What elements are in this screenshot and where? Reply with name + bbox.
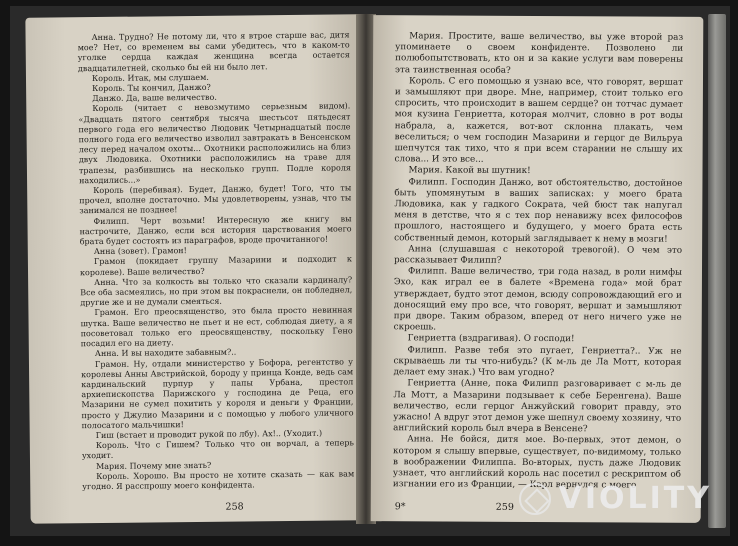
violity-diamond-logo-icon (519, 483, 551, 515)
paragraph: Анна. И вы находите забавным?.. (94, 347, 237, 359)
right-page-text (393, 31, 683, 492)
paragraph: Филипп. Господин Данжо, вот обстоятельство, достойное быть упомянутым в ваших записках: у моего брата Людовика, как у гадкого Сократа, чей бюст так напугал меня в детстве, что я с тех пор ненавижу всех философов прошлого, настоящего и будущего, у моего брата есть собственный демон, который заглядывает к нему в мозги! (394, 176, 683, 245)
paragraph: Анна (слушавшая с некоторой тревогой). О чем это рассказывает Филипп? (394, 244, 683, 266)
paragraph: Король (перебивая). Будет, Данжо, будет! Того, что ты прочел, вполне достаточно. Мы удовлетворены, узнав, что ты занимался не позднее! (79, 183, 352, 216)
paragraph: Анна. Трудно? Не потому ли, что я втрое старше вас, дитя мое? Нет, со временем вы сами убедитесь, что в каком-то уголке сердца каждая женщина всегда остается двадцатилетней, сколько бы ей ни было лет. (77, 30, 350, 73)
paragraph: Грамон. Ну, отдали министерство у Бофора, регентство у королевы Анны Австрийской, бороду у принца Конде, ведь сам кардинальский пурпур у папы Урбана, престол архиепископства Парижского у господина де Реца, его Мазарини не сумел похитить у короля и деньги у Франции, просто у Джулио Мазарини и с помощью у любого уличного полосатого мальчишки! (81, 356, 354, 430)
paragraph: Филипп. Разве тебя это пугает, Генриетта?.. Уж не скрываешь ли ты что-нибудь? (К м-ль де Ла Мотт, которая делает ему знак.) Что вам угодно? (393, 345, 682, 379)
paragraph: Генриетта (Анне, пока Филипп разговаривает с м-ль де Ла Мотт, а Мазарини подзывает к себе Беренгена). Ваше величество, если герцог Анжуйский говорит правду, это ужасно! А вдруг этот демон уже шепнул своему хозяину, что английский король был вчера в Венсене? (393, 378, 682, 435)
page-number: 259 (495, 501, 514, 513)
left-page (25, 14, 362, 523)
paragraph: Грамон (покидает группу Мазарини и подходит к королеве). Ваше величество? (79, 254, 352, 277)
paragraph: Генриетта (вздрагивая). О господи! (407, 333, 575, 345)
watermark (519, 481, 712, 516)
page-number: 258 (225, 501, 244, 513)
paragraph: Мария. Простите, ваше величество, вы уже второй раз упоминаете о своем конфиденте. Позволено ли полюбопытствовать, кто он и за какие услуги вам поверены эта таинственная особа? (395, 31, 684, 76)
paragraph: Филипп. Ваше величество, три года назад, в роли нимфы Эхо, как играл ее в балете «Времена года» мой брат утверждает, будто этот демон, всюду сопровождающий его и доносящий ему про все, что говорят, вершат и замышляют при дворе. Таким образом, вперед от него ничего уже не скроешь. (393, 266, 683, 333)
watermark-text: VIOLITY (558, 481, 712, 516)
signature-mark: 9* (394, 501, 406, 513)
paragraph: Король. С его помощью я узнаю все, что говорят, вершат и замышляют при дворе. Мне, например, стоит только его спросить, что происходит в вашем сердце? он тотчас думает моя кузина Генриетта, которая молчит, словно в рот воды набрала, а, кажется, вот-вот склонна плакать, чем веселиться; о чем господин Мазарини и герцог де Вильруа шепчутся так тихо, что я при всем старании не слышу их слова... И это все... (394, 76, 684, 165)
left-page-text (78, 30, 355, 492)
paragraph: Анна (зовет). Грамон! (93, 246, 187, 257)
open-book (10, 6, 730, 536)
page-edges (708, 14, 726, 528)
paragraph: Филипп. Черт возьми! Интересную же книгу вы настрочите, Данжо, если вся история царствования моего брата будет состоять из параграфов, вроде прочитанного! (79, 214, 352, 247)
paragraph: Гиш (встает и проводит рукой по лбу). Ах!.. (Уходит.) (95, 428, 323, 440)
paragraph: Король. Хорошо. Вы просто не хотите сказать — как вам угодно. Я расспрошу моего конфидента. (82, 469, 355, 492)
paragraph: Король (читает с невозмутимо серьезным видом). «Двадцать пятого сентября тысяча шестьсот пятьдесят первого года его величество Людовик Четырнадцатый после полного года его величество изволил завтракать в Венсенском лесу перед началом охоты... Охотники расположились на близ двух Людовика. Охотники расположились на траве для трапезы, разбившись на несколько групп. Подле короля находились...» (78, 101, 351, 186)
paragraph: Анна. Не бойся, дитя мое. Во-первых, этот демон, о котором я слышу впервые, существует, по-видимому, только в воображении Филиппа. Во-вторых, пусть даже Людовик узнает, что английский король нас посетил с рескриптом об изгнании его из Франции, — Карл вернулся с моего (392, 434, 682, 491)
paragraph: Король. Что с Гишем? Только что он ворчал, а теперь уходит. (81, 438, 354, 461)
paragraph: Король. Ты кончил, Данжо? (92, 82, 211, 94)
paragraph: Король. Итак, мы слушаем. (91, 72, 209, 83)
paragraph: Анна. Что за колкость вы только что сказали кардиналу? Все оба засмеялись, но при этом вы покраснели, он побледнел, другие же и не думали смеяться. (80, 275, 353, 308)
paragraph: Мария. Почему мне знать? (96, 460, 212, 471)
right-page (371, 15, 704, 523)
paragraph: Грамон. Его преосвященство, это была просто невинная шутка. Ваше величество не пьет и не ест, соблюдая диету, а я посоветовал только его преосвященству, поскольку Гено посадил его на диету. (80, 305, 353, 349)
paragraph: Мария. Какой вы шутник! (408, 165, 531, 177)
paragraph: Данжо. Да, ваше величество. (92, 92, 217, 104)
